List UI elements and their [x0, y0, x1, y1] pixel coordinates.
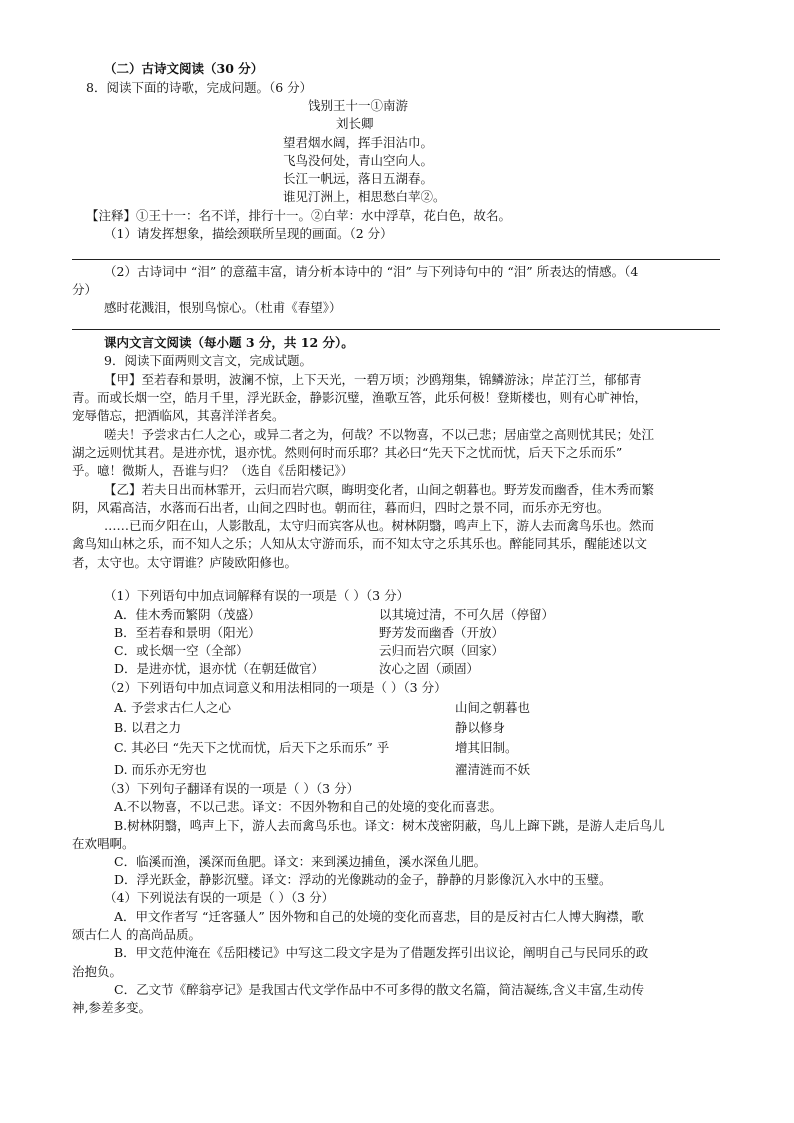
- question-9-prompt: 9．阅读下面两则文言文，完成试题。: [104, 353, 312, 368]
- poem-line-2: 飞鸟没何处，青山空向人。: [283, 153, 434, 168]
- statement-option-a-cont: 颂古仁人 的高尚品质。: [72, 927, 201, 942]
- translation-option-a: A.不以物喜，不以己悲。译文：不因外物和自己的处境的变化而喜悲。: [114, 799, 503, 814]
- option-b-left: B. 以君之力: [114, 720, 182, 735]
- statement-option-c-cont: 神,参差多变。: [72, 1000, 151, 1015]
- poem-line-4: 谁见汀洲上，相思愁白苹②。: [283, 189, 446, 204]
- question-9-sub-3-prompt: （3）下列句子翻译有误的一项是（ ）（3 分）: [104, 781, 360, 796]
- passage-yi-line: 禽鸟知山林之乐，而不知人之乐；人知从太守游而乐，而不知太守之乐其乐也。醉能同其乐，醒能述以文: [72, 536, 648, 551]
- question-8-sub-2-line-2: 分）: [72, 282, 98, 297]
- question-8-sub-2-line-1: （2）古诗词中 “泪” 的意蕴丰富，请分析本诗中的 “泪” 与下列诗句中的 “泪” 所表达的情感。（4: [104, 264, 639, 279]
- section-heading-classical-reading: （二）古诗文阅读（30 分）: [104, 61, 264, 76]
- poem-line-3: 长江一帆远，落日五湖春。: [283, 171, 434, 186]
- option-a-left: A. 予尝求古仁人之心: [114, 700, 231, 715]
- option-d-left: D．是进亦忧，退亦忧（在朝廷做官）: [114, 661, 325, 676]
- option-a-right: 以其境过清，不可久居（停留）: [379, 607, 555, 622]
- poem-author: 刘长卿: [336, 116, 374, 131]
- statement-option-a: A．甲文作者写 “迁客骚人” 因外物和自己的处境的变化而喜悲，目的是反衬古仁人博大胸襟，歌: [114, 909, 644, 924]
- question-9-sub-4-prompt: （4）下列说法有误的一项是（ ）（3 分）: [104, 890, 335, 905]
- passage-jia-line: 【甲】至若春和景明，波澜不惊，上下天光，一碧万顷；沙鸥翔集，锦鳞游泳；岸芷汀兰，郁郁青: [104, 372, 642, 387]
- question-9-sub-1-prompt: （1）下列语句中加点词解释有误的一项是（ ）（3 分）: [104, 588, 410, 603]
- passage-jia-line: 青。而或长烟一空，皓月千里，浮光跃金，静影沉璧，渔歌互答，此乐何极！登斯楼也，则有心旷神怡，: [72, 390, 648, 405]
- answer-line-8-1: [72, 259, 720, 260]
- option-b-right: 野芳发而幽香（开放）: [379, 625, 505, 640]
- translation-option-b: B.树林阴翳，鸣声上下，游人去而禽鸟乐也。译文：树木茂密阴蔽，鸟儿上蹿下跳，是游人走后鸟儿: [114, 818, 665, 833]
- answer-line-8-2: [72, 329, 720, 330]
- passage-jia-line: 乎。噫！微斯人，吾谁与归？（选自《岳阳楼记》）: [72, 463, 354, 478]
- option-b-left: B．至若春和景明（阳光）: [114, 625, 261, 640]
- question-8-prompt: 8．阅读下面的诗歌，完成问题。（6 分）: [86, 80, 313, 95]
- option-d-left: D. 而乐亦无穷也: [114, 762, 207, 777]
- passage-yi-line: 【乙】若夫日出而林霏开，云归而岩穴暝，晦明变化者，山间之朝暮也。野芳发而幽香，佳木秀而繁: [104, 482, 655, 497]
- statement-option-c: C．乙文节《醉翁亭记》是我国古代文学作品中不可多得的散文名篇，简洁凝练,含义丰富,生动传: [114, 982, 645, 997]
- poem-title: 饯别王十一①南游: [308, 98, 409, 113]
- option-c-left: C．或长烟一空（全部）: [114, 643, 249, 658]
- passage-yi-line: 者，太守也。太守谓谁？庐陵欧阳修也。: [72, 555, 298, 570]
- option-c-left: C. 其必曰 “先天下之忧而忧，后天下之乐而乐” 乎: [114, 740, 390, 755]
- option-a-right: 山间之朝暮也: [455, 700, 531, 715]
- option-c-right: 增其旧制。: [455, 740, 518, 755]
- translation-option-d: D．浮光跃金，静影沉璧。译文：浮动的光像跳动的金子，静静的月影像沉入水中的玉璧。: [114, 872, 612, 887]
- statement-option-b: B．甲文范仲淹在《岳阳楼记》中写这二段文字是为了借题发挥引出议论，阐明自己与民同乐的政: [114, 945, 649, 960]
- option-a-left: A．佳木秀而繁阴（茂盛）: [114, 607, 261, 622]
- passage-jia-line: 嗟夫！予尝求古仁人之心，或异二者之为，何哉？不以物喜，不以己悲；居庙堂之高则忧其民；处江: [104, 427, 655, 442]
- section-heading-inclass: 课内文言文阅读（每小题 3 分，共 12 分）。: [104, 335, 354, 350]
- question-8-sub-1: （1）请发挥想象，描绘颈联所呈现的画面。（2 分）: [104, 226, 393, 241]
- statement-option-b-cont: 治抱负。: [72, 964, 123, 979]
- poem-note: 【注释】①王十一：名不详，排行十一。②白苹：水中浮草，花白色，故名。: [86, 208, 512, 223]
- passage-jia-line: 宠辱偕忘，把酒临风，其喜洋洋者矣。: [72, 408, 285, 423]
- option-c-right: 云归而岩穴暝（回家）: [379, 643, 505, 658]
- question-8-quote: 感时花溅泪，恨别鸟惊心。（杜甫《春望》）: [104, 300, 342, 315]
- passage-yi-line: 阴，风霜高洁，水落而石出者，山间之四时也。朝而往，暮而归，四时之景不同，而乐亦无穷也。: [72, 500, 610, 515]
- translation-option-b-cont: 在欢唱啊。: [72, 836, 135, 851]
- question-9-sub-2-prompt: （2）下列语句中加点词意义和用法相同的一项是（ ）（3 分）: [104, 680, 447, 695]
- passage-yi-line: ……已而夕阳在山，人影散乱，太守归而宾客从也。树林阴翳，鸣声上下，游人去而禽鸟乐也。然而: [104, 518, 655, 533]
- poem-line-1: 望君烟水阔，挥手泪沾巾。: [283, 135, 434, 150]
- translation-option-c: C．临溪而渔，溪深而鱼肥。译文：来到溪边捕鱼，溪水深鱼儿肥。: [114, 854, 487, 869]
- option-b-right: 静以修身: [455, 720, 506, 735]
- passage-jia-line: 湖之远则忧其君。是进亦忧，退亦忧。然则何时而乐耶？其必曰“先天下之忧而忧，后天下之乐而乐”: [72, 445, 623, 460]
- option-d-right: 濯清涟而不妖: [455, 762, 531, 777]
- option-d-right: 汝心之固（顽固）: [379, 661, 480, 676]
